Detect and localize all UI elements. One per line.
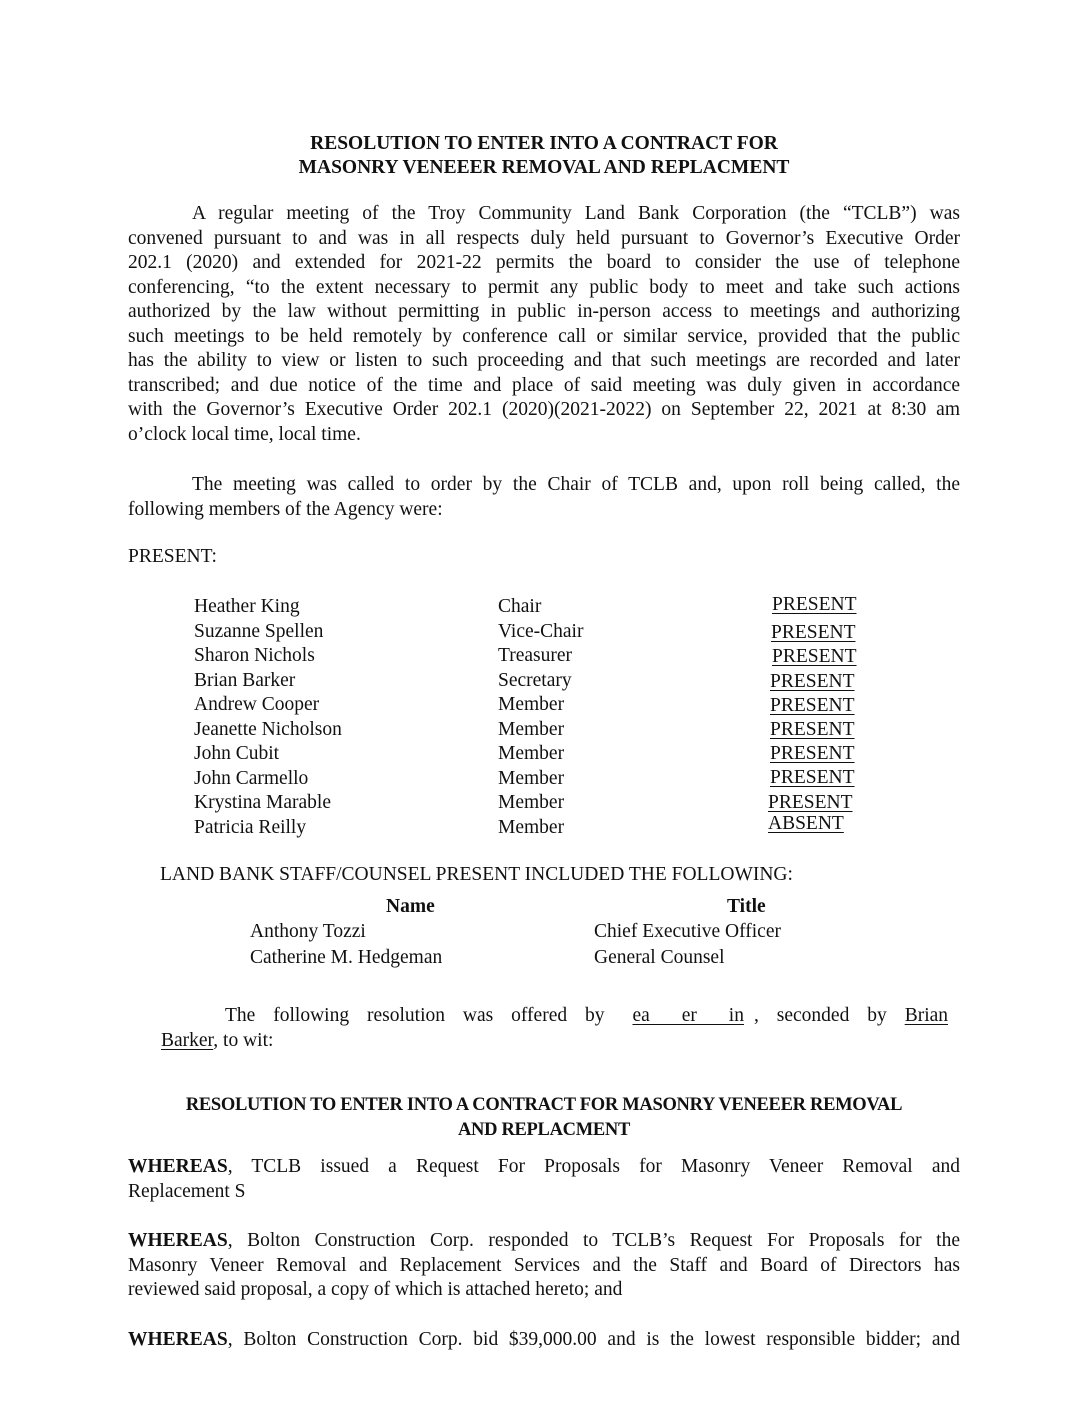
member-row xyxy=(0,792,1088,816)
roll-line: following members of the Agency were: xyxy=(128,498,443,520)
staff-col-name: Name xyxy=(386,896,435,917)
member-name: Suzanne Spellen xyxy=(194,621,324,642)
offer-line-1 xyxy=(161,1004,948,1029)
intro-line: such meetings to be held remotely by conference call or similar service, provided that the public xyxy=(128,325,960,347)
member-status: PRESENT xyxy=(770,767,855,788)
member-row xyxy=(0,743,1088,767)
member-role: Member xyxy=(498,719,565,740)
whereas-label: WHEREAS xyxy=(128,1329,228,1350)
staff-heading: LAND BANK STAFF/COUNSEL PRESENT INCLUDED THE FOLLOWING: xyxy=(160,864,793,885)
intro-line: with the Governor’s Executive Order 202.1 (2020)(2021-2022) on September 22, 2021 at 8:30 am xyxy=(128,399,960,420)
member-status: ABSENT xyxy=(768,813,844,834)
whereas-text: , TCLB issued a Request For Proposals for Masonry Veneer Removal and xyxy=(227,1156,960,1177)
offer-line-2 xyxy=(161,1029,948,1054)
member-row xyxy=(0,596,1088,620)
staff-title: General Counsel xyxy=(594,947,725,968)
document-title-line-2: MASONRY VENEEER REMOVAL AND REPLACMENT xyxy=(298,157,790,178)
member-name: Jeanette Nicholson xyxy=(194,719,342,740)
member-name: John Carmello xyxy=(194,768,309,789)
whereas-line: reviewed said proposal, a copy of which is attached hereto; and xyxy=(128,1279,623,1300)
intro-line: A regular meeting of the Troy Community Land Bank Corporation (the “TCLB”) was xyxy=(192,203,960,224)
whereas-clause-3 xyxy=(128,1328,960,1353)
member-name: Heather King xyxy=(194,596,300,617)
roll-line: The meeting was called to order by the Chair of TCLB and, upon roll being called, the xyxy=(192,474,960,495)
member-status: PRESENT xyxy=(768,792,853,813)
member-name: Patricia Reilly xyxy=(194,817,307,838)
whereas-label: WHEREAS xyxy=(128,1230,228,1251)
offer-suffix: , to wit: xyxy=(213,1029,274,1051)
offer-prefix: The following resolution was offered by xyxy=(225,1005,605,1026)
member-name: Krystina Marable xyxy=(194,792,331,813)
intro-line: has the ability to view or listen to such proceeding and that such meetings are recorded and later xyxy=(128,350,960,371)
staff-title: Chief Executive Officer xyxy=(594,921,781,942)
whereas-clause-1 xyxy=(128,1155,960,1204)
intro-line: transcribed; and due notice of the time and place of said meeting was duly given in accordance xyxy=(128,374,960,396)
whereas-text: , Bolton Construction Corp. responded to TCLB’s Request For Proposals for the xyxy=(227,1230,960,1251)
member-status: PRESENT xyxy=(771,622,856,643)
member-role: Secretary xyxy=(498,670,572,691)
staff-name: Catherine M. Hedgeman xyxy=(250,947,443,968)
document-title-line-1: RESOLUTION TO ENTER INTO A CONTRACT FOR xyxy=(310,133,778,154)
intro-line: authorized by the law without permitting in public in-person access to meetings and authorizing xyxy=(128,301,960,322)
member-role: Member xyxy=(498,743,565,764)
member-status: PRESENT xyxy=(770,743,855,764)
intro-line: o’clock local time, local time. xyxy=(128,423,361,445)
member-role: Chair xyxy=(498,596,542,617)
member-row xyxy=(0,719,1088,743)
member-row xyxy=(0,768,1088,792)
intro-paragraph xyxy=(128,202,960,447)
intro-line: 202.1 (2020) and extended for 2021-22 permits the board to consider the use of telephone xyxy=(128,252,960,273)
member-status: PRESENT xyxy=(770,719,855,740)
roll-call-paragraph xyxy=(128,473,960,522)
intro-line: convened pursuant to and was in all respects duly held pursuant to Governor’s Executive Order xyxy=(128,227,960,249)
whereas-text: , Bolton Construction Corp. bid $39,000.00 and is the lowest responsible bidder; and xyxy=(227,1329,960,1350)
whereas-line xyxy=(128,1155,960,1180)
whereas-line: Masonry Veneer Removal and Replacement Services and the Staff and Board of Directors has xyxy=(128,1254,960,1276)
member-role: Treasurer xyxy=(498,645,573,666)
present-label: PRESENT: xyxy=(128,546,217,567)
seconded-by-first: Brian xyxy=(904,1005,949,1026)
member-name: Brian Barker xyxy=(194,670,296,691)
whereas-line: Replacement S xyxy=(128,1180,246,1202)
intro-line: conferencing, “to the extent necessary to permit any public body to meet and take such actions xyxy=(128,276,960,298)
member-name: Andrew Cooper xyxy=(194,694,320,715)
whereas-line xyxy=(128,1229,960,1254)
member-role: Member xyxy=(498,694,565,715)
resolution-heading-line-2: AND REPLACMENT xyxy=(457,1120,631,1140)
member-row xyxy=(0,813,1088,841)
member-role: Member xyxy=(498,792,565,813)
member-role: Member xyxy=(498,768,565,789)
member-name: Sharon Nichols xyxy=(194,645,315,666)
member-row xyxy=(0,645,1088,669)
member-status: PRESENT xyxy=(772,594,857,615)
whereas-clause-2 xyxy=(128,1229,960,1303)
whereas-label: WHEREAS xyxy=(128,1156,228,1177)
resolution-heading-line-1: RESOLUTION TO ENTER INTO A CONTRACT FOR MASONRY VENEEER REMOVAL xyxy=(185,1095,903,1115)
staff-col-title: Title xyxy=(727,896,766,917)
offer-paragraph xyxy=(161,1004,948,1053)
member-row xyxy=(0,670,1088,694)
seconded-by-last: Barker xyxy=(161,1029,214,1051)
member-name: John Cubit xyxy=(194,743,280,764)
member-status: PRESENT xyxy=(770,695,855,716)
staff-name: Anthony Tozzi xyxy=(250,921,366,942)
member-role: Member xyxy=(498,817,565,838)
member-row xyxy=(0,621,1088,645)
offer-middle: , seconded by xyxy=(753,1005,887,1026)
member-status: PRESENT xyxy=(772,646,857,667)
member-row xyxy=(0,694,1088,718)
offered-by-name: ea er in xyxy=(632,1005,744,1026)
whereas-line xyxy=(128,1328,960,1353)
member-status: PRESENT xyxy=(770,671,855,692)
member-role: Vice-Chair xyxy=(498,621,584,642)
